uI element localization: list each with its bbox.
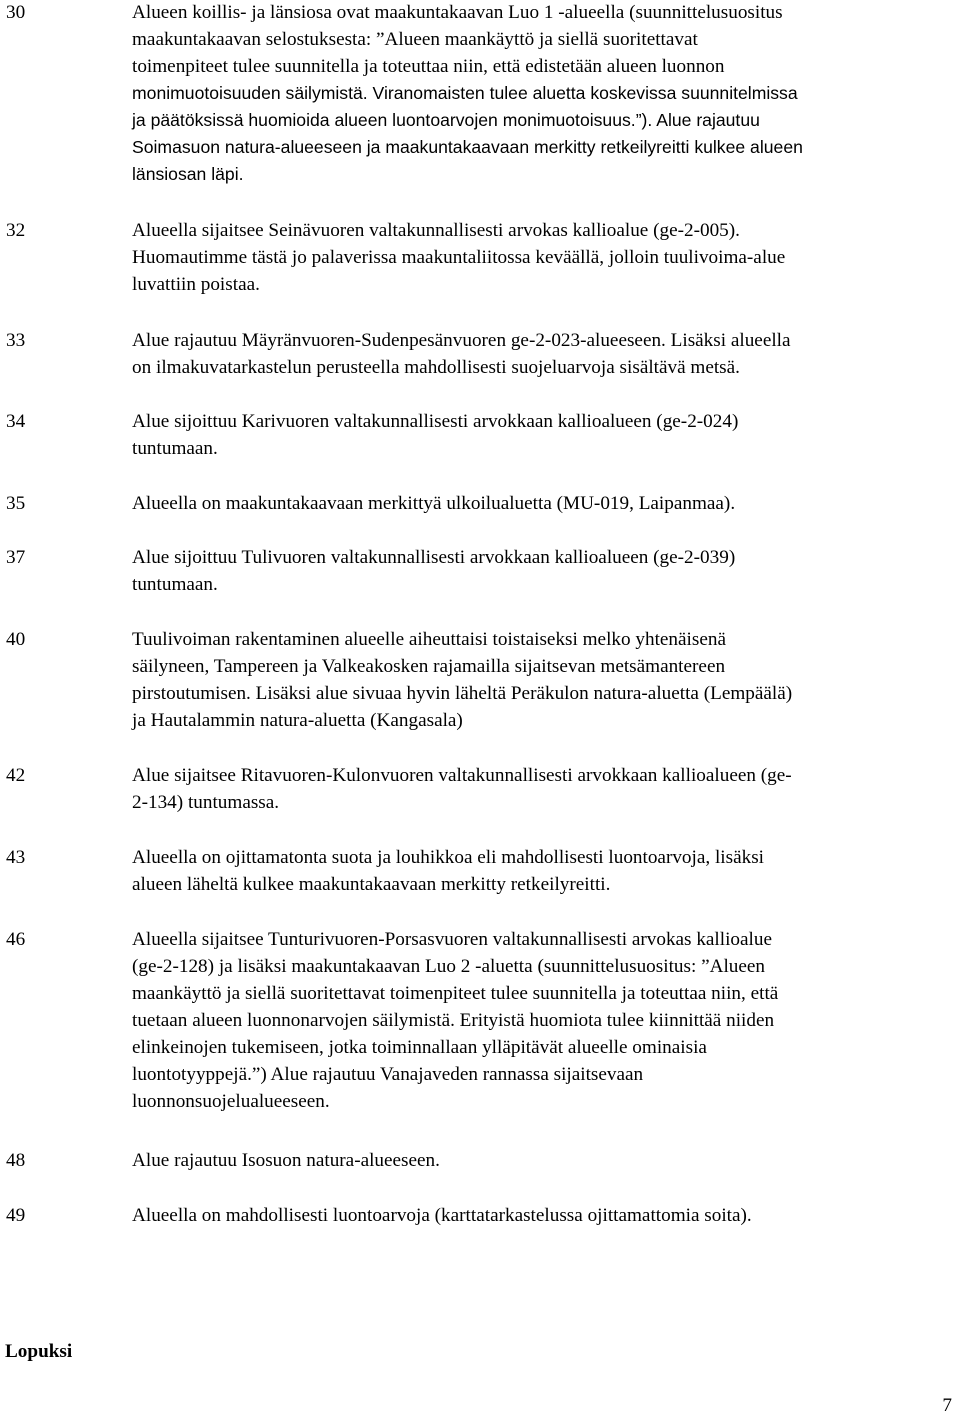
text-line: alueen läheltä kulkee maakuntakaavaan merkitty retkeilyreitti.	[132, 874, 611, 895]
entry-text	[132, 1147, 950, 1174]
entry-text	[132, 408, 950, 462]
entry-number: 49	[6, 1205, 26, 1226]
text-line: (ge-2-128) ja lisäksi maakuntakaavan Luo 2 -aluetta (suunnittelusuositus: ”Alueen	[132, 956, 766, 977]
page-number: 7	[942, 1395, 952, 1416]
text-line: tuntumaan.	[132, 574, 218, 595]
entry-number: 43	[6, 847, 26, 868]
entry-number: 32	[6, 220, 26, 241]
text-line: Alue sijoittuu Karivuoren valtakunnallisesti arvokkaan kallioalueen (ge-2-024)	[132, 411, 739, 432]
text-line: maankäyttö ja siellä suoritettavat toimenpiteet tulee suunnitella ja toteuttaa niin, että	[132, 983, 779, 1004]
entry-text	[132, 544, 950, 598]
text-line: Alueen koillis- ja länsiosa ovat maakuntakaavan Luo 1 -alueella (suunnittelusuositus	[132, 2, 783, 23]
text-line: Alueella on mahdollisesti luontoarvoja (karttatarkastelussa ojittamattomia soita).	[132, 1205, 752, 1226]
entry-text	[132, 217, 950, 298]
text-line: pirstoutumisen. Lisäksi alue sivuaa hyvin läheltä Peräkulon natura-aluetta (Lempäälä)	[132, 683, 793, 704]
entry-text	[132, 490, 950, 517]
entry-text	[132, 1202, 950, 1229]
text-line: 2-134) tuntumassa.	[132, 792, 280, 813]
text-line: elinkeinojen tukemiseen, jotka toiminnallaan ylläpitävät alueelle ominaisia	[132, 1037, 707, 1058]
entry-text	[132, 626, 950, 734]
text-line: Alueella on maakuntakaavaan merkittyä ulkoilualuetta (MU-019, Laipanmaa).	[132, 493, 736, 514]
entry-number: 34	[6, 411, 26, 432]
text-line: luontotyyppejä.”) Alue rajautuu Vanajaveden rannassa sijaitsevaan	[132, 1064, 644, 1085]
text-line: Tuulivoiman rakentaminen alueelle aiheuttaisi toistaiseksi melko yhtenäisenä	[132, 629, 726, 650]
entry-number: 42	[6, 765, 26, 786]
text-line: tuetaan alueen luonnonarvojen säilymistä. Erityistä huomiota tulee kiinnittää niiden	[132, 1010, 775, 1031]
text-line: Huomautimme tästä jo palaverissa maakuntaliitossa keväällä, jolloin tuulivoima-alue	[132, 247, 786, 268]
text-line: ja päätöksissä huomioida alueen luontoarvojen monimuotoisuus.”). Alue rajautuu	[132, 110, 760, 130]
text-line: Alue rajautuu Isosuon natura-alueeseen.	[132, 1150, 440, 1171]
entry-number: 35	[6, 493, 26, 514]
text-line: Alue sijoittuu Tulivuoren valtakunnallisesti arvokkaan kallioalueen (ge-2-039)	[132, 547, 736, 568]
entry-number: 48	[6, 1150, 26, 1171]
entry-text	[132, 926, 950, 1115]
text-line: tuntumaan.	[132, 438, 218, 459]
text-line: Alueella sijaitsee Seinävuoren valtakunnallisesti arvokas kallioalue (ge-2-005).	[132, 220, 740, 241]
text-line: Soimasuon natura-alueeseen ja maakuntakaavaan merkitty retkeilyreitti kulkee alueen	[132, 137, 803, 157]
entry-number: 40	[6, 629, 26, 650]
text-line: ja Hautalammin natura-aluetta (Kangasala)	[132, 710, 463, 731]
text-line: monimuotoisuuden säilymistä. Viranomaisten tulee aluetta koskevissa suunnitelmissa	[132, 83, 798, 103]
entry-text	[132, 327, 950, 381]
entry-number: 30	[6, 2, 26, 23]
text-line: Alueella sijaitsee Tunturivuoren-Porsasvuoren valtakunnallisesti arvokas kallioalue	[132, 929, 772, 950]
section-heading: Lopuksi	[5, 1341, 73, 1362]
text-line: luvattiin poistaa.	[132, 274, 260, 295]
entry-number: 46	[6, 929, 26, 950]
text-line: maakuntakaavan selostuksesta: ”Alueen maankäyttö ja siellä suoritettavat	[132, 29, 698, 50]
text-line: Alueella on ojittamatonta suota ja louhikkoa eli mahdollisesti luontoarvoja, lisäksi	[132, 847, 764, 868]
text-line: on ilmakuvatarkastelun perusteella mahdollisesti suojeluarvoja sisältävä metsä.	[132, 357, 740, 378]
text-line: luonnonsuojelualueeseen.	[132, 1091, 330, 1112]
text-line: säilyneen, Tampereen ja Valkeakosken rajamailla sijaitsevan metsämantereen	[132, 656, 726, 677]
entry-text	[132, 762, 950, 816]
entry-text	[132, 844, 950, 898]
text-line: toimenpiteet tulee suunnitella ja toteuttaa niin, että edistetään alueen luonnon	[132, 56, 725, 77]
entry-text	[132, 0, 950, 188]
text-line: Alue sijaitsee Ritavuoren-Kulonvuoren valtakunnallisesti arvokkaan kallioalueen (ge-	[132, 765, 792, 786]
text-line: Alue rajautuu Mäyränvuoren-Sudenpesänvuoren ge-2-023-alueeseen. Lisäksi alueella	[132, 330, 791, 351]
text-line: länsiosan läpi.	[132, 164, 244, 184]
entry-number: 33	[6, 330, 26, 351]
entry-number: 37	[6, 547, 26, 568]
